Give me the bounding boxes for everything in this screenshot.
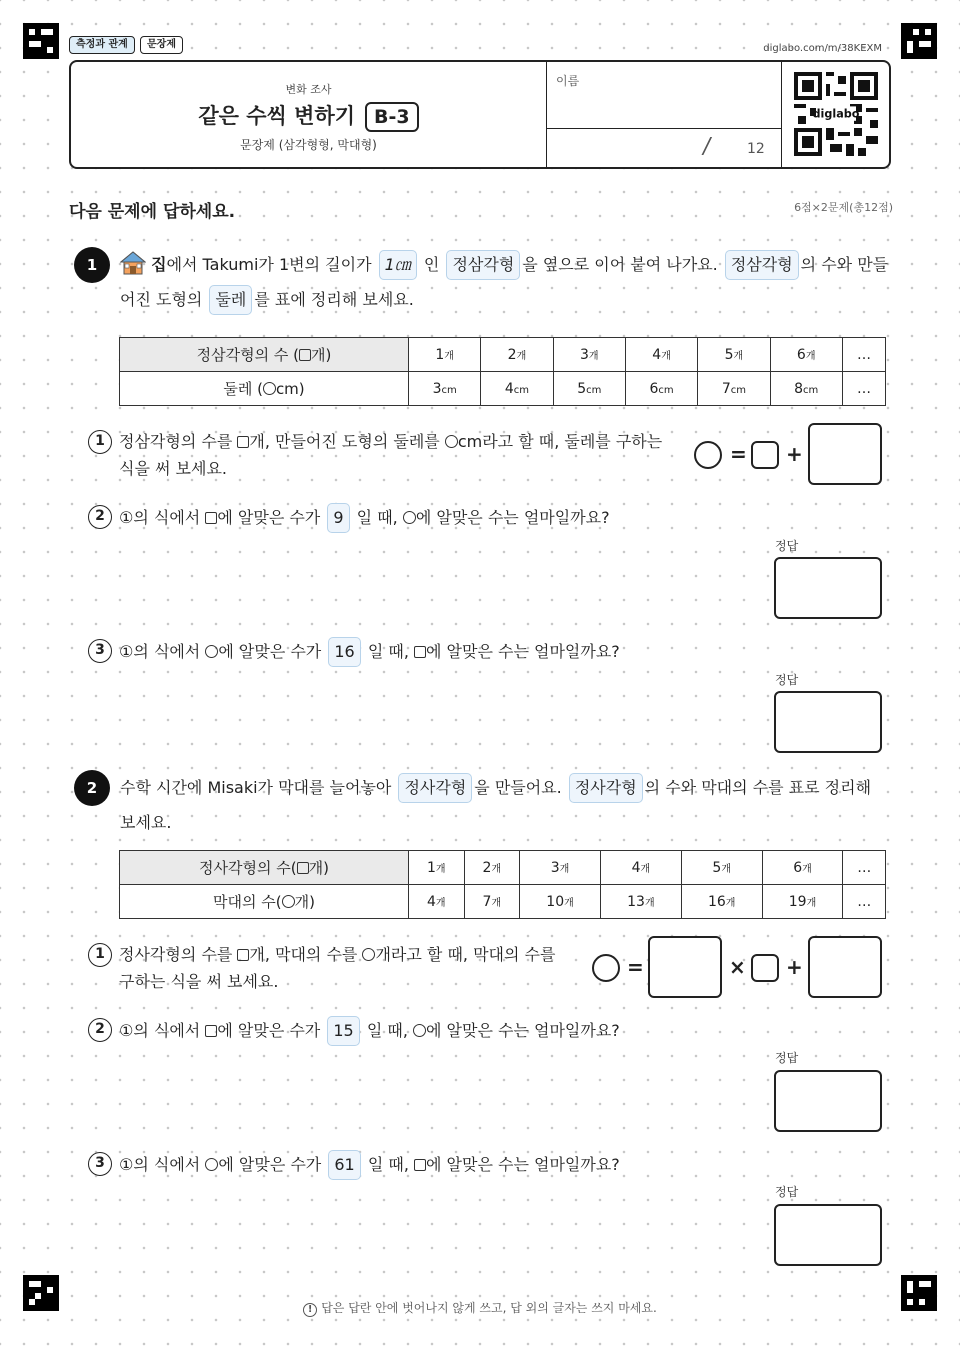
qr-code-icon[interactable] [794, 72, 878, 156]
text-segment: 에 알맞은 수가 [217, 1021, 321, 1040]
text-segment: 에 알맞은 수가 [218, 1155, 322, 1174]
sub-question-number: 1 [88, 943, 112, 967]
table-cell [409, 338, 481, 372]
table-cell [409, 372, 481, 406]
sub-question-text [119, 637, 620, 667]
equals-sign: = [627, 955, 644, 979]
cell-unit: cm [730, 384, 746, 396]
problem-1-text [120, 247, 890, 317]
circle-symbol [205, 1158, 218, 1171]
header-divider [781, 62, 782, 167]
table-cell [464, 885, 520, 919]
qr-label: diglabo [812, 107, 860, 121]
table-cell-ellipsis: … [842, 338, 885, 372]
footer-note [0, 1299, 960, 1317]
text-segment: 을 옆으로 이어 붙여 나가요. [522, 255, 718, 274]
text-segment: cm라고 할 때, 둘레를 구하는 [457, 432, 663, 451]
cell-value: 10 [546, 893, 565, 910]
answer-box[interactable] [774, 1070, 882, 1132]
cell-value: 5 [712, 859, 722, 876]
cell-value: 4 [426, 893, 436, 910]
cell-value: 4 [504, 380, 514, 397]
highlight-value: 61 [328, 1150, 360, 1180]
cell-value: 1 [435, 346, 445, 363]
text-segment: 을 만들어요. [474, 778, 562, 797]
text-segment: 인 [423, 255, 440, 274]
highlight-value: 15 [327, 1016, 359, 1046]
cell-value: 5 [577, 380, 587, 397]
table-cell [464, 851, 520, 885]
text-segment: ①의 식에서 [119, 1155, 201, 1174]
label-text: 정사각형의 수( [199, 859, 297, 877]
text-segment: 개, 막대의 수를 [249, 945, 358, 964]
cell-value: 8 [794, 380, 804, 397]
problem-number: 1 [74, 247, 110, 283]
category-tag: 측정과 관계 [69, 36, 135, 54]
cell-value: 5 [724, 346, 734, 363]
answer-box[interactable] [774, 1204, 882, 1266]
header-type: 문장제 (삼각형형, 막대형) [240, 138, 377, 152]
label-text: 개) [308, 859, 329, 877]
title-text: 같은 수씩 변하기 [198, 104, 356, 128]
problem-1-table [119, 337, 886, 406]
label-text: 막대의 수( [213, 893, 282, 911]
circle-symbol [263, 382, 276, 395]
cell-unit: 개 [733, 350, 744, 362]
cell-value: 19 [788, 893, 807, 910]
answer-label: 정답 [775, 673, 799, 687]
cell-value: 4 [631, 859, 641, 876]
equation-circle [592, 954, 620, 982]
answer-box[interactable] [774, 691, 882, 753]
highlight-shape: 정사각형 [398, 773, 472, 803]
table-cell-ellipsis: … [843, 851, 886, 885]
cell-value: 16 [707, 893, 726, 910]
text-segment: 개, 만들어진 도형의 둘레를 [249, 432, 440, 451]
text-segment: 일 때, [367, 642, 409, 661]
score-total: 12 [747, 141, 765, 157]
cell-unit: 개 [806, 897, 817, 909]
score-slash: / [700, 134, 713, 159]
square-symbol [237, 436, 249, 448]
text-segment: 정삼각형의 수를 [119, 432, 233, 451]
square-symbol [414, 646, 426, 658]
text-segment: 에 알맞은 수는 얼마일까요? [415, 508, 610, 527]
cell-value: 2 [507, 346, 517, 363]
text-segment: 식을 써 보세요. [119, 459, 227, 478]
table-cell [625, 372, 697, 406]
corner-marker-top-left [23, 23, 59, 59]
cell-unit: 개 [435, 863, 446, 875]
table-cell [698, 338, 770, 372]
cell-unit: 개 [721, 863, 731, 875]
cell-value: 6 [796, 346, 806, 363]
cell-unit: 개 [444, 350, 454, 362]
worksheet-header [69, 60, 891, 169]
sub-question-text [119, 941, 555, 995]
label-text: 둘레 ( [223, 380, 263, 398]
table-cell [553, 372, 625, 406]
table-cell [762, 851, 843, 885]
table-row [120, 885, 886, 919]
text-segment: 의 수와 막대의 수를 표로 정리해 [644, 778, 872, 797]
header-divider [546, 128, 781, 129]
corner-marker-top-right [901, 23, 937, 59]
table-cell-ellipsis: … [842, 372, 885, 406]
sub-question-number: 2 [88, 505, 112, 529]
sub-question-text [119, 428, 662, 482]
equation-square [751, 441, 779, 469]
text-segment: 의 수와 만들어진 도형의 [120, 255, 889, 309]
table-cell [681, 851, 762, 885]
table-row [120, 338, 886, 372]
cell-unit: 개 [564, 897, 574, 909]
cell-value: 1 [426, 859, 436, 876]
cell-unit: cm [441, 384, 457, 396]
cell-value: 6 [649, 380, 659, 397]
text-segment: 일 때, [366, 1021, 408, 1040]
table-cell [481, 338, 553, 372]
cell-unit: cm [513, 384, 530, 396]
cell-value: 3 [432, 380, 442, 397]
text-segment: ①의 식에서 [119, 642, 201, 661]
sub-question-number: 2 [88, 1018, 112, 1042]
square-symbol [205, 1025, 217, 1037]
sub-question-number: 3 [88, 1152, 112, 1176]
table-cell [625, 338, 697, 372]
square-symbol [414, 1159, 426, 1171]
table-row-header [120, 372, 409, 406]
circle-symbol [282, 895, 295, 908]
answer-label: 정답 [775, 1051, 799, 1065]
equation-square [751, 954, 779, 982]
text-segment: 에 알맞은 수가 [217, 508, 321, 527]
answer-box[interactable] [808, 936, 882, 998]
table-row-header [120, 338, 409, 372]
cell-unit: 개 [725, 897, 736, 909]
cell-unit: 개 [559, 863, 570, 875]
cell-unit: 개 [640, 863, 651, 875]
cell-value: 7 [482, 893, 492, 910]
instruction: 다음 문제에 답하세요. [69, 202, 236, 222]
table-cell [600, 885, 681, 919]
table-cell [770, 338, 842, 372]
level-badge: B-3 [365, 102, 419, 132]
highlight-shape: 정삼각형 [725, 250, 799, 280]
answer-label: 정답 [775, 539, 799, 553]
place-word: 집 [151, 255, 167, 274]
table-cell-ellipsis: … [843, 885, 886, 919]
cell-unit: 개 [491, 863, 502, 875]
page-url: diglabo.com/m/38KEXM [763, 43, 882, 54]
cell-unit: 개 [435, 897, 446, 909]
cell-unit: 개 [802, 863, 812, 875]
cell-value: 3 [579, 346, 589, 363]
cell-unit: 개 [516, 350, 527, 362]
cell-unit: 개 [661, 350, 671, 362]
cell-value: 3 [550, 859, 560, 876]
answer-label: 정답 [775, 1185, 799, 1199]
cell-unit: 개 [805, 350, 816, 362]
cell-value: 7 [721, 380, 731, 397]
table-cell [762, 885, 843, 919]
cell-value: 4 [652, 346, 662, 363]
points-info: 6점×2문제(총12점) [794, 201, 893, 214]
problem-2-text [120, 770, 890, 840]
answer-box[interactable] [774, 557, 882, 619]
circle-symbol [403, 511, 416, 524]
table-cell [553, 338, 625, 372]
cell-unit: cm [803, 384, 819, 396]
text-segment: 에서 Takumi가 1변의 길이가 [166, 255, 372, 274]
table-cell [409, 885, 465, 919]
type-tag: 문장제 [140, 36, 183, 54]
text-segment: 일 때, [367, 1155, 409, 1174]
highlight-shape: 정사각형 [569, 773, 643, 803]
label-text: 개) [311, 346, 332, 364]
text-segment: ①의 식에서 [119, 1021, 201, 1040]
header-subtitle: 변화 조사 [285, 83, 332, 96]
table-cell [770, 372, 842, 406]
text-segment: 정사각형의 수를 [119, 945, 233, 964]
text-segment: ①의 식에서 [119, 508, 201, 527]
answer-box[interactable] [808, 423, 882, 485]
equals-sign: = [730, 442, 747, 466]
cell-unit: 개 [644, 897, 655, 909]
table-cell [409, 851, 465, 885]
cell-unit: 개 [491, 897, 502, 909]
highlight-perimeter: 둘레 [209, 285, 252, 315]
table-row-header [120, 885, 409, 919]
sub-question-number: 3 [88, 639, 112, 663]
cell-unit: cm [586, 384, 602, 396]
circle-symbol [205, 645, 218, 658]
problem-number: 2 [74, 770, 110, 806]
text-segment: 구하는 식을 써 보세요. [119, 972, 279, 991]
text-segment: 보세요. [120, 813, 172, 832]
text-segment: 수학 시간에 Misaki가 막대를 늘어놓아 [120, 778, 392, 797]
cell-value: 13 [627, 893, 645, 910]
footer-text: 답은 답란 안에 벗어나지 않게 쓰고, 답 외의 글자는 쓰지 마세요. [321, 1301, 657, 1315]
table-row-header [120, 851, 409, 885]
name-field-label: 이름 [556, 74, 580, 88]
square-symbol [299, 349, 311, 361]
text-segment: 개라고 할 때, 막대의 수를 [375, 945, 556, 964]
plus-sign: + [786, 442, 803, 466]
text-segment: 에 알맞은 수는 얼마일까요? [426, 642, 620, 661]
page-title [71, 100, 546, 132]
highlight-length: 1㎝ [379, 250, 417, 280]
equation-circle [694, 441, 722, 469]
highlight-value: 16 [328, 637, 360, 667]
problem-2-table [119, 850, 886, 919]
table-cell [481, 372, 553, 406]
header-divider [546, 62, 547, 167]
times-sign: × [729, 955, 746, 979]
highlight-shape: 정삼각형 [446, 250, 520, 280]
plus-sign: + [786, 955, 803, 979]
sub-question-number: 1 [88, 430, 112, 454]
cell-value: 6 [793, 859, 803, 876]
table-row [120, 372, 886, 406]
square-symbol [297, 862, 309, 874]
table-cell [520, 851, 601, 885]
cell-value: 2 [482, 859, 492, 876]
square-symbol [205, 512, 217, 524]
circle-symbol [362, 948, 375, 961]
table-cell [698, 372, 770, 406]
cell-unit: cm [658, 384, 674, 396]
text-segment: 에 알맞은 수가 [218, 642, 322, 661]
text-segment: 를 표에 정리해 보세요. [254, 290, 414, 309]
table-cell [681, 885, 762, 919]
sub-question-text [119, 503, 610, 533]
table-cell [600, 851, 681, 885]
answer-box[interactable] [648, 936, 722, 998]
label-text: 개) [294, 893, 315, 911]
table-row [120, 851, 886, 885]
circle-symbol [413, 1024, 426, 1037]
sub-question-text [119, 1016, 620, 1046]
text-segment: 일 때, [356, 508, 398, 527]
label-text: cm) [275, 380, 305, 398]
label-text: 정삼각형의 수 ( [196, 346, 299, 364]
house-icon [120, 251, 146, 275]
highlight-value: 9 [327, 503, 349, 533]
text-segment: 에 알맞은 수는 얼마일까요? [426, 1155, 620, 1174]
cell-unit: 개 [588, 350, 599, 362]
sub-question-text [119, 1150, 620, 1180]
square-symbol [237, 949, 249, 961]
circle-symbol [445, 435, 458, 448]
table-cell [520, 885, 601, 919]
text-segment: 에 알맞은 수는 얼마일까요? [426, 1021, 620, 1040]
warning-icon: ! [303, 1303, 317, 1317]
